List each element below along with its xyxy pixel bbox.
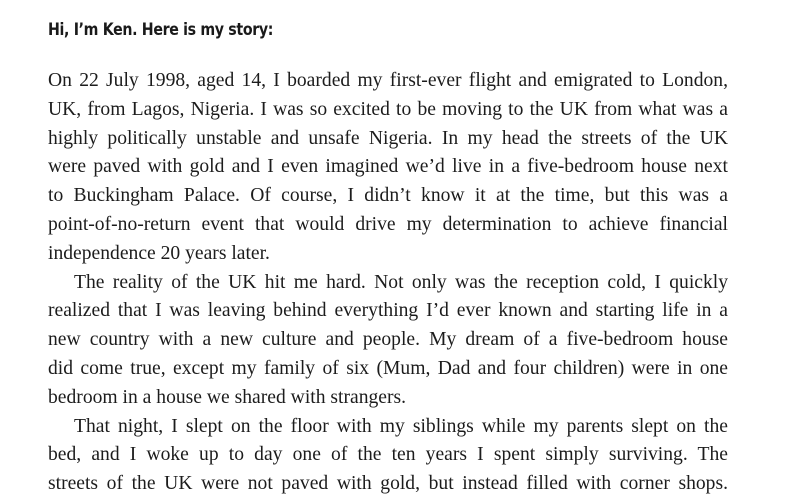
paragraph-1 bbox=[48, 67, 728, 269]
text-line: bed, and I woke up to day one of the ten years I spent simply surviving. The bbox=[48, 444, 728, 466]
story-body bbox=[48, 67, 728, 499]
text-line: highly politically unstable and unsafe Nigeria. In my head the streets of the UK bbox=[48, 127, 728, 149]
text-line: to Buckingham Palace. Of course, I didn’t know it at the time, but this was a bbox=[48, 185, 728, 207]
text-line: independence 20 years later. bbox=[48, 242, 270, 264]
paragraph-2 bbox=[48, 269, 728, 413]
section-heading: Hi, I’m Ken. Here is my story: bbox=[48, 20, 274, 39]
paragraph-3 bbox=[48, 413, 728, 499]
text-line: streets of the UK were not paved with gold, but instead filled with corner shops. bbox=[48, 473, 728, 495]
text-line: were paved with gold and I even imagined we’d live in a five-bedroom house next bbox=[48, 156, 728, 178]
text-line: The reality of the UK hit me hard. Not only was the reception cold, I quickly bbox=[74, 271, 728, 293]
text-line: On 22 July 1998, aged 14, I boarded my first-ever flight and emigrated to London, bbox=[48, 70, 728, 91]
text-line: realized that I was leaving behind everything I’d ever known and starting life in a bbox=[48, 300, 728, 322]
text-line: did come true, except my family of six (Mum, Dad and four children) were in one bbox=[48, 357, 728, 379]
text-line: UK, from Lagos, Nigeria. I was so excited to be moving to the UK from what was a bbox=[48, 98, 728, 120]
text-line: point-of-no-return event that would drive my determination to achieve financial bbox=[48, 213, 728, 235]
text-line: new country with a new culture and people. My dream of a five-bedroom house bbox=[48, 329, 728, 351]
text-line: That night, I slept on the floor with my siblings while my parents slept on the bbox=[74, 415, 728, 437]
text-line: bedroom in a house we shared with strangers. bbox=[48, 386, 407, 408]
